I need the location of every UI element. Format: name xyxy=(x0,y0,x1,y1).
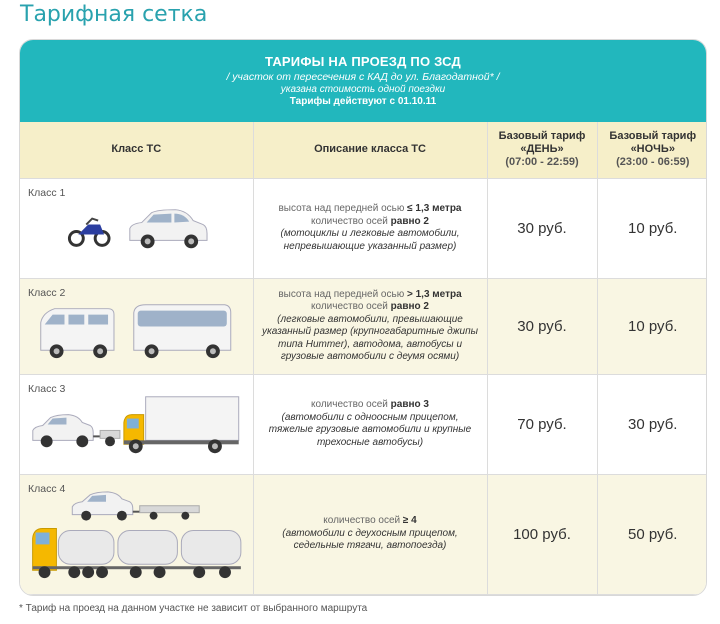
day-price: 30 руб. xyxy=(487,278,597,374)
class-cell xyxy=(20,178,253,278)
header-subtitle: / участок от пересечения с КАД до ул. Благодатной* / xyxy=(226,71,500,83)
class-label: Класс 1 xyxy=(28,186,66,199)
class-label: Класс 2 xyxy=(28,286,66,299)
class-cell xyxy=(20,278,253,374)
night-label: Базовый тариф xyxy=(609,130,697,143)
class-4-vehicles xyxy=(20,475,253,594)
desc-line-2: количество осей xyxy=(311,215,391,227)
desc-line-2-emphasis: равно 2 xyxy=(390,215,429,227)
desc-italic: (мотоциклы и легковые автомобили, непревышающие указанный размер) xyxy=(280,228,460,252)
class-3-vehicles xyxy=(20,375,253,474)
day-price: 70 руб. xyxy=(487,374,597,474)
footnote: * Тариф на проезд на данном участке не зависит от выбранного маршрута xyxy=(19,603,368,614)
desc-line-2-emphasis: ≥ 4 xyxy=(402,515,417,527)
class-description xyxy=(253,374,487,474)
desc-italic: (автомобили с одноосным прицепом, тяжелые грузовые автомобили и крупные трехосные автобусы) xyxy=(268,411,472,448)
class-1-vehicles xyxy=(20,179,253,278)
desc-italic: (легковые автомобили, превышающие указанный размер (крупногабаритные джипы типа Hummer), автодома, автобусы и грузовые автомобили с деумя осями) xyxy=(262,313,478,362)
night-name: «НОЧЬ» xyxy=(630,143,675,156)
desc-line-2: количество осей xyxy=(323,515,403,527)
class-cell xyxy=(20,474,253,594)
tariff-table xyxy=(20,122,707,595)
class-label: Класс 3 xyxy=(28,382,66,395)
header-note: указана стоимость одной поездки xyxy=(280,84,446,95)
column-description: Описание класса ТС xyxy=(253,122,487,178)
column-night xyxy=(597,122,707,178)
class-description xyxy=(253,178,487,278)
night-price: 30 руб. xyxy=(597,374,707,474)
day-hours: (07:00 - 22:59) xyxy=(505,156,579,169)
table-header-row xyxy=(20,122,707,178)
tariff-header xyxy=(20,40,706,122)
column-class: Класс ТС xyxy=(20,122,253,178)
table-row xyxy=(20,374,707,474)
desc-line-1-emphasis: > 1,3 метра xyxy=(406,288,462,300)
header-title: ТАРИФЫ НА ПРОЕЗД ПО ЗСД xyxy=(265,54,461,69)
header-effective-date: Тарифы действуют с 01.10.11 xyxy=(289,96,437,107)
page-title: Тарифная сетка xyxy=(20,2,208,27)
table-row xyxy=(20,474,707,594)
bus-icon xyxy=(134,304,231,357)
car-icon xyxy=(130,209,207,248)
desc-line-1-emphasis: ≤ 1,3 метра xyxy=(407,203,462,214)
class-description xyxy=(253,474,487,594)
class-2-vehicles xyxy=(20,279,253,374)
desc-italic: (автомобили с деухосным прицепом, седельные тягачи, автопоезда) xyxy=(282,527,458,552)
class-description xyxy=(253,278,487,374)
night-price: 10 руб. xyxy=(597,178,707,278)
motorcycle-icon xyxy=(69,218,109,245)
day-label: Базовый тариф xyxy=(498,130,586,143)
desc-line-2-emphasis: равно 3 xyxy=(390,399,429,410)
car-trailer-icon xyxy=(33,414,120,447)
column-day xyxy=(487,122,597,178)
desc-line-2: количество осей xyxy=(311,399,391,410)
day-price: 30 руб. xyxy=(487,178,597,278)
desc-line-1: высота над передней осью xyxy=(278,288,407,300)
table-row xyxy=(20,278,707,374)
car-double-trailer-icon xyxy=(72,491,199,520)
desc-line-2: количество осей xyxy=(311,301,391,312)
truck-icon xyxy=(124,396,239,452)
night-hours: (23:00 - 06:59) xyxy=(616,156,690,169)
night-price: 10 руб. xyxy=(597,278,707,374)
desc-line-2-emphasis: равно 2 xyxy=(390,301,429,312)
road-train-icon xyxy=(33,528,241,578)
van-icon xyxy=(41,308,114,357)
tariff-card xyxy=(19,39,707,596)
table-row xyxy=(20,178,707,278)
desc-line-1: высота над передней осью xyxy=(278,203,408,214)
day-price: 100 руб. xyxy=(487,474,597,594)
day-name: «ДЕНЬ» xyxy=(520,143,564,156)
class-label: Класс 4 xyxy=(28,482,66,495)
class-cell xyxy=(20,374,253,474)
night-price: 50 руб. xyxy=(597,474,707,594)
